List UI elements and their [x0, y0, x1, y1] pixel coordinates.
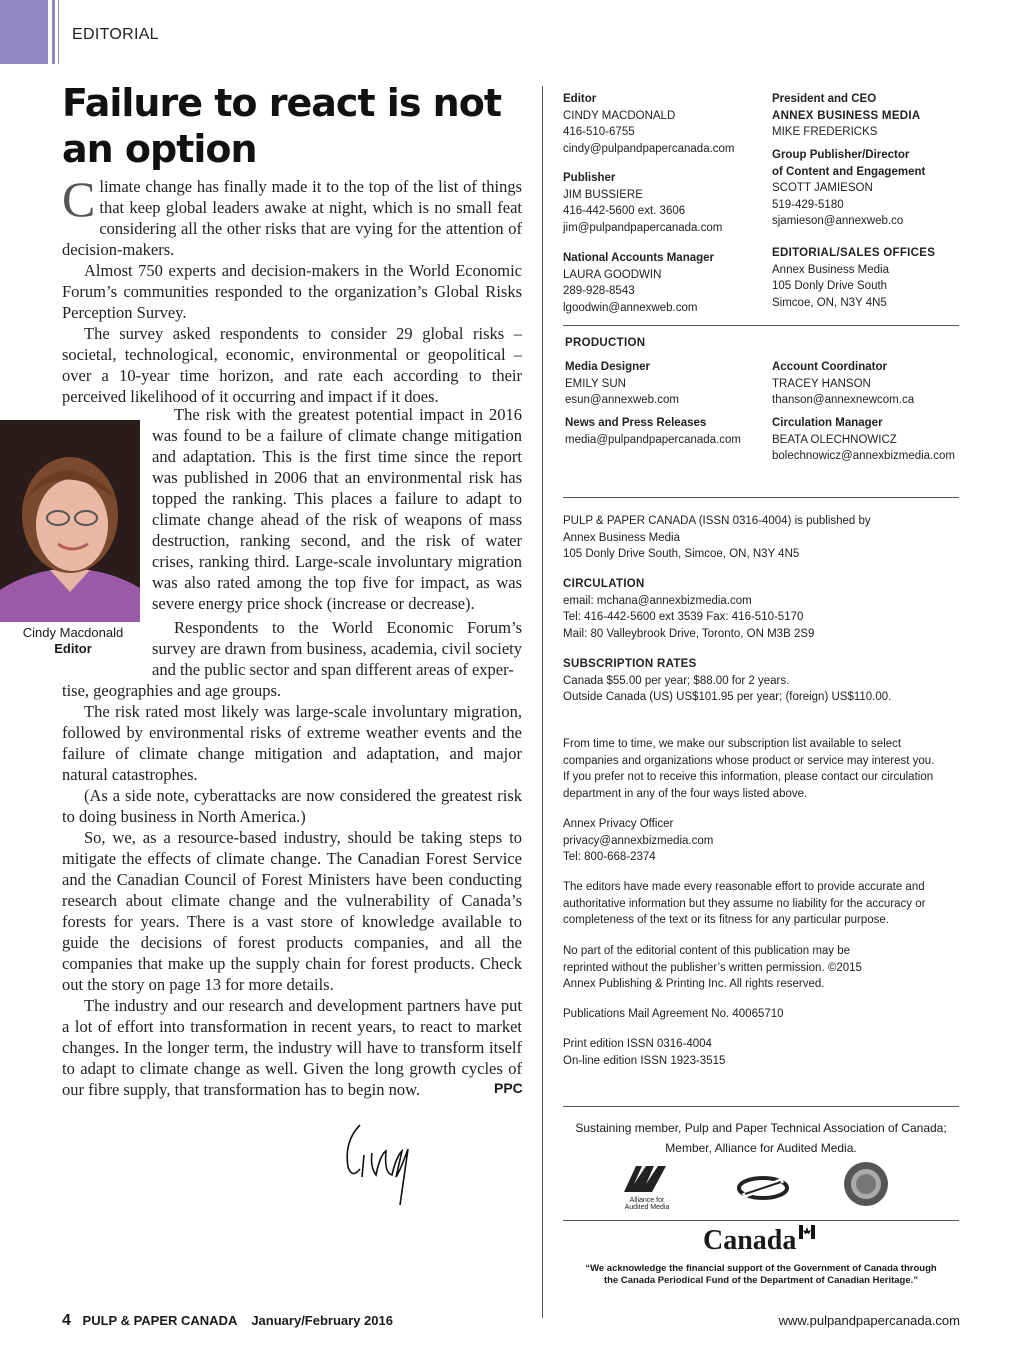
section-label: EDITORIAL — [72, 26, 159, 43]
divider-1 — [563, 325, 959, 326]
issn-block — [563, 1036, 959, 1069]
drop-cap: C — [62, 171, 96, 227]
divider-3 — [563, 1106, 959, 1107]
copyright-line-3: Annex Publishing & Printing Inc. All rights reserved. — [563, 978, 825, 990]
list-notice-line-2: companies and organizations whose product or service may interest you. — [563, 754, 935, 767]
masthead-offices — [772, 245, 962, 311]
list-notice — [563, 736, 963, 802]
accounts-phone: 289-928-8543 — [563, 285, 635, 297]
canada-wordmark-text: Canada — [703, 1225, 797, 1256]
aam-logo — [612, 1162, 682, 1210]
masthead-publisher — [563, 170, 758, 236]
article-column-bottom — [62, 680, 522, 1100]
article-paragraph-9: The industry and our research and development partners have put a lot of effort into transformation in recent years, to react to market changes. In the longer term, the industry will have to transform itself to adapt to climate change as well. Given the long growth cycles of our fibre supply, that transformation has to begin now. — [62, 996, 522, 1099]
publisher-phone: 416-442-5600 ext. 3606 — [563, 205, 686, 217]
caption-role: Editor — [54, 641, 92, 656]
sponsors-line-2: Member, Alliance for Audited Media. — [665, 1141, 857, 1155]
editor-title: Editor — [563, 93, 597, 105]
article-column-beside-photo — [152, 404, 522, 614]
subscription-line-1: Canada $55.00 per year; $88.00 for 2 years. — [563, 674, 790, 687]
certification-seal-logo — [842, 1160, 890, 1208]
editor-name: CINDY MACDONALD — [563, 109, 676, 122]
circulation-block — [563, 576, 959, 642]
sponsors-text — [563, 1118, 959, 1158]
disclaimer-line-2: authoritative information but they assume no liability for the accuracy or — [563, 897, 926, 910]
account-coordinator-email: thanson@annexnewcom.ca — [772, 394, 915, 406]
canada-wordmark — [703, 1225, 815, 1257]
photo-caption — [0, 625, 146, 657]
caption-name: Cindy Macdonald — [22, 625, 124, 640]
mail-agreement — [563, 1006, 959, 1023]
article-paragraph-7: (As a side note, cyberattacks are now considered the greatest risk to doing business in North America.) — [62, 786, 522, 826]
issn-print: Print edition ISSN 0316-4004 — [563, 1038, 712, 1050]
president-title: President and CEO — [772, 93, 877, 105]
offices-line-3: Simcoe, ON, N3Y 4N5 — [772, 296, 887, 309]
editor-photo — [0, 420, 140, 622]
article-paragraph-5-end: tise, geographies and age groups. — [62, 681, 282, 700]
list-notice-line-3: If you prefer not to receive this information, please contact our circulation — [563, 771, 934, 783]
list-notice-line-4: department in any of the four ways listed above. — [563, 787, 808, 800]
media-designer-email: esun@annexweb.com — [565, 394, 679, 406]
subscription-line-2: Outside Canada (US) US$101.95 per year; (foreign) US$110.00. — [563, 691, 892, 703]
list-notice-line-1: From time to time, we make our subscription list available to select — [563, 738, 902, 750]
website-url[interactable]: www.pulpandpapercanada.com — [778, 1313, 960, 1328]
circulation-mail: Mail: 80 Valleybrook Drive, Toronto, ON M3B 2S9 — [563, 627, 815, 640]
funding-acknowledgement — [563, 1263, 959, 1287]
divider-2 — [563, 497, 959, 498]
circulation-email: email: mchana@annexbizmedia.com — [563, 594, 752, 607]
circulation-manager-name: BEATA OLECHNOWICZ — [772, 433, 897, 446]
production-label: PRODUCTION — [565, 337, 646, 349]
offices-title: EDITORIAL/SALES OFFICES — [772, 247, 936, 259]
privacy-line-3: Tel: 800-668-2374 — [563, 851, 656, 863]
issue-date: January/February 2016 — [251, 1313, 393, 1328]
sign-off: PPC — [494, 1080, 523, 1096]
editor-portrait — [0, 420, 140, 622]
group-publisher-email: sjamieson@annexweb.co — [772, 215, 904, 227]
circulation-title: CIRCULATION — [563, 578, 645, 590]
group-publisher-phone: 519-429-5180 — [772, 198, 844, 211]
svg-text:Alliance for: Alliance for — [629, 1197, 665, 1204]
account-coordinator-name: TRACEY HANSON — [772, 377, 871, 390]
column-divider — [542, 86, 543, 1318]
article-column-beside-caption — [152, 617, 522, 680]
mail-agreement-text: Publications Mail Agreement No. 40065710 — [563, 1008, 784, 1020]
subscription-title: SUBSCRIPTION RATES — [563, 658, 697, 670]
editor-phone: 416-510-6755 — [563, 126, 635, 138]
copyright-line-2: reprinted without the publisher’s written permission. ©2015 — [563, 961, 862, 974]
masthead-circulation-manager — [772, 415, 962, 465]
circulation-manager-email: bolechnowicz@annexbizmedia.com — [772, 450, 955, 462]
masthead-news — [565, 415, 765, 448]
svg-text:Audited Media: Audited Media — [624, 1204, 670, 1210]
publisher-title: Publisher — [563, 172, 616, 184]
offices-line-2: 105 Donly Drive South — [772, 280, 888, 292]
president-company: ANNEX BUSINESS MEDIA — [772, 109, 921, 122]
circulation-tel: Tel: 416-442-5600 ext 3539 Fax: 416-510-5170 — [563, 611, 804, 623]
masthead-account-coordinator — [772, 359, 962, 409]
masthead-group-publisher — [772, 147, 962, 230]
subscription-block — [563, 656, 959, 706]
article-paragraph-5: Respondents to the World Economic Forum’s survey are drawn from business, academia, civil society and the public sector and span different areas of exper- — [152, 618, 522, 679]
paptac-logo — [735, 1172, 791, 1204]
section-tab-rule-thin — [58, 0, 59, 64]
accounts-email: lgoodwin@annexweb.com — [563, 301, 698, 314]
issn-online: On-line edition ISSN 1923-3515 — [563, 1054, 726, 1067]
ack-line-2: the Canada Periodical Fund of the Department of Canadian Heritage.” — [603, 1275, 919, 1286]
accounts-title: National Accounts Manager — [563, 252, 715, 264]
disclaimer-line-3: completeness of the text or its fitness for any particular purpose. — [563, 914, 889, 926]
divider-4 — [563, 1220, 959, 1221]
media-designer-title: Media Designer — [565, 361, 650, 373]
production-heading — [565, 335, 645, 352]
ack-line-1: “We acknowledge the financial support of the Government of Canada through — [585, 1263, 937, 1274]
publisher-email: jim@pulpandpapercanada.com — [563, 221, 723, 234]
disclaimer-block — [563, 879, 963, 929]
section-tab-bar — [0, 0, 48, 64]
group-publisher-name: SCOTT JAMIESON — [772, 182, 873, 194]
account-coordinator-title: Account Coordinator — [772, 361, 887, 373]
news-email: media@pulpandpapercanada.com — [565, 433, 741, 446]
publisher-name: JIM BUSSIERE — [563, 188, 643, 201]
article-paragraph-1 — [62, 171, 522, 260]
publication-name: PULP & PAPER CANADA — [82, 1313, 237, 1328]
signature-image — [330, 1115, 440, 1210]
published-by — [563, 513, 959, 563]
president-name: MIKE FREDERICKS — [772, 126, 878, 138]
news-title: News and Press Releases — [565, 417, 707, 429]
page-number: 4 — [62, 1312, 71, 1329]
disclaimer-line-1: The editors have made every reasonable effort to provide accurate and — [563, 881, 925, 893]
masthead-media-designer — [565, 359, 765, 409]
circulation-manager-title: Circulation Manager — [772, 417, 883, 429]
published-by-line-1: PULP & PAPER CANADA (ISSN 0316-4004) is published by — [563, 515, 871, 527]
copyright-line-1: No part of the editorial content of this publication may be — [563, 945, 851, 957]
canada-flag-icon — [799, 1225, 815, 1239]
privacy-line-1: Annex Privacy Officer — [563, 818, 674, 830]
editor-email: cindy@pulpandpapercanada.com — [563, 142, 735, 155]
headline: Failure to react is not an option — [62, 81, 501, 171]
article-column-top — [62, 171, 522, 407]
article-paragraph-4: The risk with the greatest potential impact in 2016 was found to be a failure of climate change mitigation and adaptation. This is the first time since the report was published in 2006 that an environmental risk has topped the ranking. This places a failure to adapt to climate change ahead of the risk of weapons of mass destruction, ranking second, and the risk of water crises, ranking third. Large-scale involuntary migration was also rated among the top five for impact, as was severe energy price shock (increase or decrease). — [152, 405, 522, 613]
media-designer-name: EMILY SUN — [565, 377, 626, 390]
section-tab-rule — [52, 0, 55, 64]
masthead-president — [772, 91, 962, 141]
article-paragraph-3: The survey asked respondents to consider 29 global risks – societal, technological, economic, environmental or geopolitical – over a 10-year time horizon, and rate each according to their perceived likelihood of it occurring and impact if it does. — [62, 324, 522, 406]
privacy-line-2: privacy@annexbizmedia.com — [563, 834, 714, 847]
article-paragraph-8: So, we, as a resource-based industry, should be taking steps to mitigate the effects of climate change. The Canadian Forest Service and the Canadian Council of Forest Ministers have been conducting research about climate change and the vulnerability of Canada’s forests for years. There is a vast store of knowledge available to guide the decisions of forest products companies, and all the companies that make up the supply chain for forest products. Check out the story on page 13 for more details. — [62, 828, 522, 994]
group-publisher-title-2: of Content and Engagement — [772, 165, 926, 178]
paragraph-1-text: limate change has finally made it to the top of the list of things that keep global leaders awake at night, which is no small feat considering all the other risks that are vying for the attention of decision-makers. — [62, 177, 522, 259]
privacy-block — [563, 816, 959, 866]
sponsors-line-1: Sustaining member, Pulp and Paper Technical Association of Canada; — [575, 1121, 947, 1135]
published-by-line-2: Annex Business Media — [563, 531, 680, 544]
article-paragraph-6: The risk rated most likely was large-scale involuntary migration, followed by environmental risks of extreme weather events and the failure of climate change mitigation and adaptation, and major natural catastrophes. — [62, 702, 522, 784]
masthead-editor — [563, 91, 758, 157]
group-publisher-title-1: Group Publisher/Director — [772, 149, 910, 161]
article-paragraph-2: Almost 750 experts and decision-makers in the World Economic Forum’s communities responded to the organization’s Global Risks Perception Survey. — [62, 261, 522, 322]
accounts-name: LAURA GOODWIN — [563, 268, 662, 281]
page-footer-left — [62, 1312, 393, 1330]
masthead-accounts — [563, 250, 758, 316]
copyright-block — [563, 943, 959, 993]
published-by-line-3: 105 Donly Drive South, Simcoe, ON, N3Y 4N5 — [563, 548, 800, 560]
offices-line-1: Annex Business Media — [772, 263, 889, 276]
